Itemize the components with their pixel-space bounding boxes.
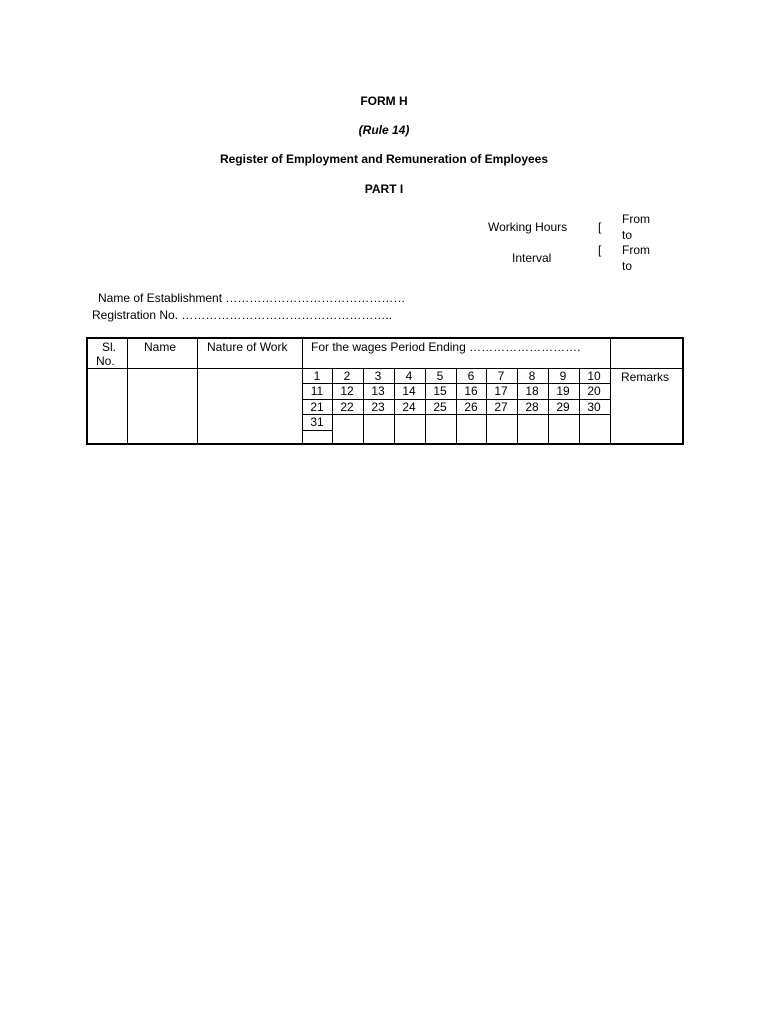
- header-name: Name: [144, 340, 177, 354]
- day-cell: 24: [402, 400, 416, 414]
- header-remarks: Remarks: [621, 370, 670, 384]
- header-nature-of-work: Nature of Work: [207, 340, 288, 354]
- day-cell: 2: [343, 369, 351, 383]
- day-cell: 10: [587, 369, 601, 383]
- day-cell: 9: [559, 369, 567, 383]
- part-title: PART I: [364, 182, 404, 196]
- day-cell: 8: [528, 369, 536, 383]
- header-wages-period: For the wages Period Ending ……………………….: [311, 340, 581, 354]
- rule-reference: (Rule 14): [358, 123, 410, 137]
- establishment-name-line: Name of Establishment ………………………………………: [98, 291, 406, 305]
- working-hours-bracket: [: [598, 220, 602, 234]
- day-cell: 29: [556, 400, 570, 414]
- registration-number-line: Registration No. ……………………………………………..: [92, 308, 393, 322]
- day-cell: 20: [587, 384, 601, 398]
- day-cell: 4: [405, 369, 413, 383]
- day-cell: 15: [433, 384, 447, 398]
- day-cell: 12: [340, 384, 354, 398]
- header-no: No.: [96, 354, 115, 368]
- header-sl: Sl.: [102, 340, 117, 354]
- day-cell: 27: [494, 400, 508, 414]
- day-cell: 26: [464, 400, 478, 414]
- working-hours-from: From: [622, 212, 650, 226]
- day-cell: 21: [310, 400, 324, 414]
- day-cell: 13: [371, 384, 385, 398]
- day-row-divider: [302, 430, 332, 431]
- col-divider-remarks: [610, 339, 611, 443]
- day-cell: 6: [467, 369, 475, 383]
- day-cell: 16: [464, 384, 478, 398]
- col-divider-sl: [127, 339, 128, 443]
- day-cell: 30: [587, 400, 601, 414]
- day-cell: 5: [436, 369, 444, 383]
- col-divider-name: [197, 339, 198, 443]
- day-cell: 23: [371, 400, 385, 414]
- day-cell: 19: [556, 384, 570, 398]
- day-cell: 17: [494, 384, 508, 398]
- interval-from: From: [622, 243, 650, 257]
- register-title: Register of Employment and Remuneration of Employees: [219, 152, 549, 166]
- day-cell: 14: [402, 384, 416, 398]
- day-cell: 11: [310, 384, 324, 398]
- day-cell: 25: [433, 400, 447, 414]
- day-cell: 28: [525, 400, 539, 414]
- day-cell: 7: [497, 369, 505, 383]
- interval-to: to: [622, 259, 633, 273]
- day-cell: 31: [310, 415, 324, 429]
- day-cell: 18: [525, 384, 539, 398]
- working-hours-label: Working Hours: [488, 220, 568, 234]
- interval-bracket: [: [598, 243, 602, 257]
- form-title: FORM H: [360, 94, 408, 108]
- day-cell: 3: [374, 369, 382, 383]
- day-cell: 1: [313, 369, 321, 383]
- register-table: [86, 337, 684, 445]
- day-cell: 22: [340, 400, 354, 414]
- interval-label: Interval: [512, 251, 552, 265]
- working-hours-to: to: [622, 228, 633, 242]
